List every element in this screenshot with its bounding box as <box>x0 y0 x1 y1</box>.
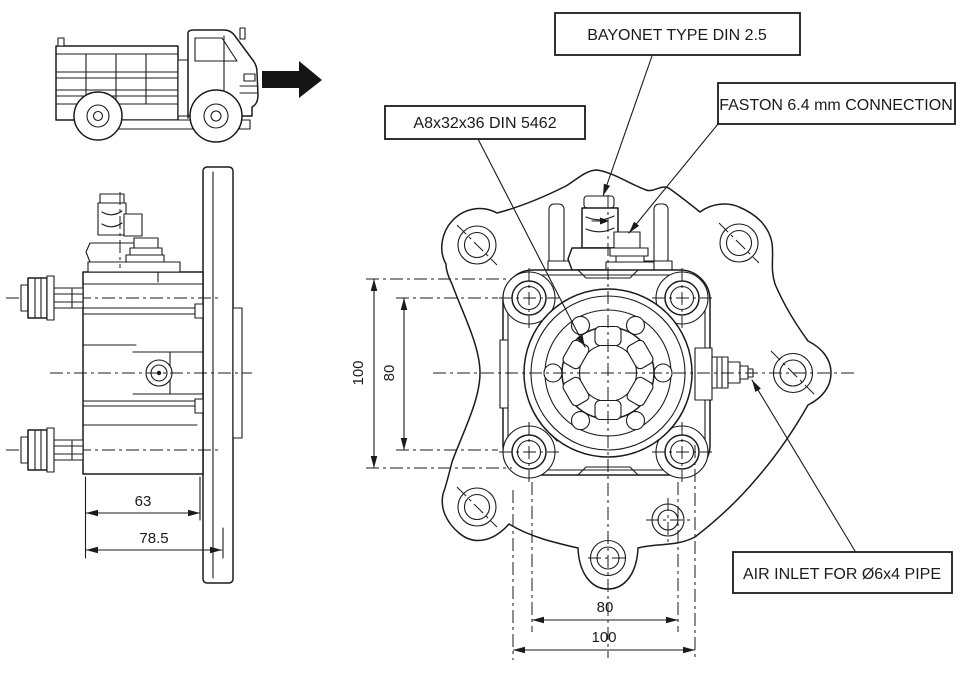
truck-illustration <box>56 28 258 142</box>
front-connector-assembly <box>548 196 672 270</box>
plate-left-rib <box>500 340 508 408</box>
truck-headlight <box>244 74 255 81</box>
truck-direction-arrow <box>262 61 322 98</box>
callout-faston <box>629 83 955 233</box>
spline-label: A8x32x36 DIN 5462 <box>413 115 557 132</box>
bayonet-cap <box>584 196 614 208</box>
truck-bed-post-knob <box>58 38 64 46</box>
front-stud-left <box>549 204 564 264</box>
dim-63-value: 63 <box>134 493 152 510</box>
side-flange-plate <box>203 167 233 583</box>
dim-height-100-value: 100 <box>350 360 367 386</box>
gasket-hole-top-right <box>719 223 759 263</box>
bayonet-connector <box>582 208 618 248</box>
front-stud-right <box>654 204 668 264</box>
bayonet-label: BAYONET TYPE DIN 2.5 <box>587 27 767 44</box>
bolt-hex-head <box>28 430 47 470</box>
bolt-hex-head <box>28 278 47 318</box>
truck-front-wheel <box>190 90 242 142</box>
truck-rear-wheel <box>74 92 122 140</box>
faston-connector <box>614 232 640 248</box>
dim-78-5-value: 78.5 <box>139 530 169 547</box>
gasket-hole-top-left <box>457 225 497 265</box>
truck-mirror <box>240 28 245 39</box>
side-connector-assembly <box>86 192 180 282</box>
callout-air-inlet <box>733 380 952 593</box>
air-inlet-label: AIR INLET FOR Ø6x4 PIPE <box>743 566 941 583</box>
faston-label: FASTON 6.4 mm CONNECTION <box>719 97 953 114</box>
side-faston <box>134 238 158 248</box>
gasket-hole-bottom-left <box>457 487 497 527</box>
side-bayonet-body <box>98 203 126 235</box>
side-connector-base <box>88 262 180 272</box>
gasket-hole-bottom-right <box>646 498 690 542</box>
dim-width-100-value: 100 <box>591 629 617 646</box>
dim-height-80-value: 80 <box>381 364 398 382</box>
side-view <box>6 167 252 583</box>
air-inlet-fitting <box>695 348 753 400</box>
dim-width-80-value: 80 <box>596 599 614 616</box>
